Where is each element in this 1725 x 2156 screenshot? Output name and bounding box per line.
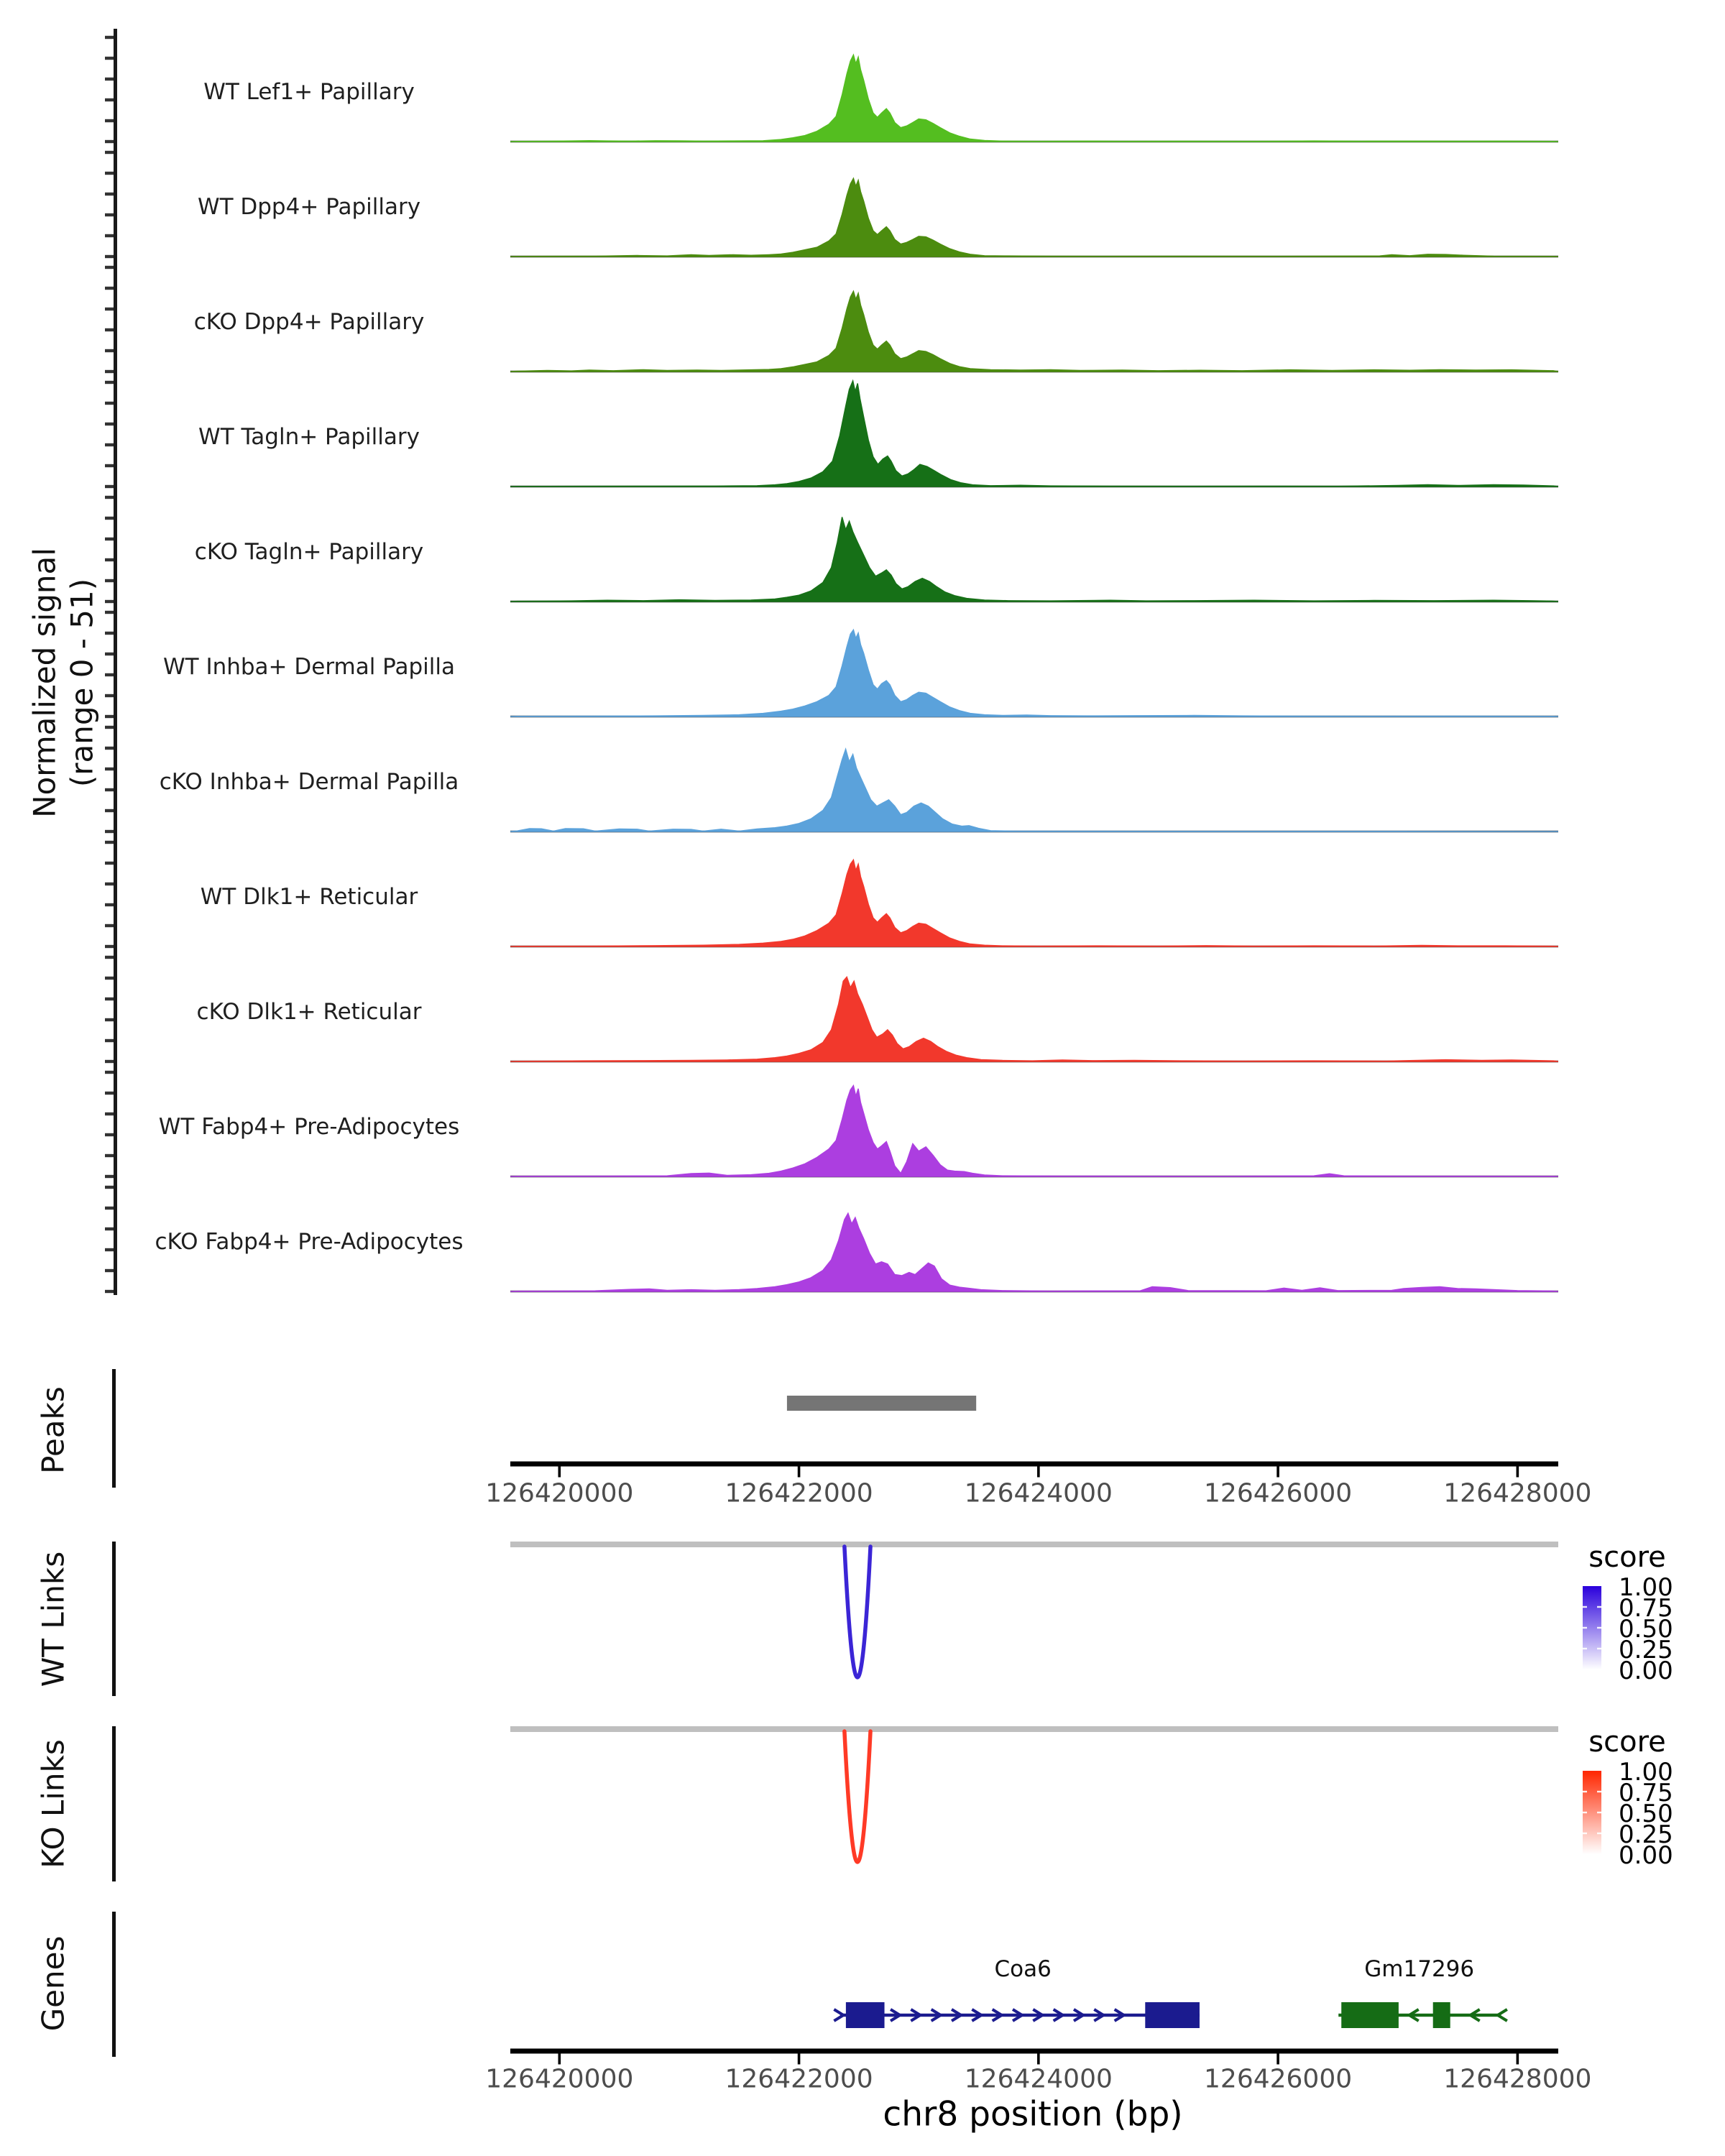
axis-tick: [798, 2054, 801, 2065]
axis-tick-label: 126420000: [485, 2064, 634, 2094]
ruler-tick: [105, 328, 114, 331]
ruler-tick: [105, 538, 114, 540]
gene-chevron: [834, 2009, 843, 2021]
ruler-tick: [105, 1290, 114, 1293]
ruler-tick: [105, 1071, 114, 1074]
legend-bar-tick: [1583, 1606, 1587, 1608]
ruler-tick: [105, 443, 114, 446]
ruler-tick: [105, 1060, 114, 1063]
ruler-tick: [105, 809, 114, 812]
ruler-tick: [105, 266, 114, 269]
axis-tick-label: 126428000: [1443, 1478, 1592, 1508]
legend-bar-tick: [1597, 1648, 1601, 1649]
links-baseline: [510, 1726, 1558, 1732]
ruler-tick: [105, 1154, 114, 1157]
ruler-tick: [105, 464, 114, 467]
signal-y-axis-ruler: [114, 29, 117, 1295]
signal-area: [510, 1213, 1558, 1291]
ruler-tick: [105, 558, 114, 561]
axis-tick: [798, 1467, 801, 1478]
signal-area: [510, 178, 1558, 257]
ruler-tick: [105, 98, 114, 101]
ruler-tick: [105, 830, 114, 833]
track-label: cKO Fabp4+ Pre-Adipocytes: [155, 1229, 464, 1255]
sidebar-line: [112, 1542, 116, 1696]
ruler-tick: [105, 600, 114, 603]
link-arc: [845, 1547, 870, 1677]
ruler-tick: [105, 370, 114, 373]
ruler-tick: [105, 1269, 114, 1272]
sidebar-label-peaks: Peaks: [35, 1386, 71, 1474]
ruler-tick: [105, 517, 114, 520]
ruler-tick: [105, 423, 114, 425]
axis-tick-label: 126426000: [1204, 2064, 1353, 2094]
ruler-tick: [105, 862, 114, 865]
legend-tick-label: 0.00: [1619, 1657, 1673, 1685]
ruler-tick: [105, 1133, 114, 1136]
track-label: cKO Inhba+ Dermal Papilla: [159, 769, 459, 795]
y-axis-title-line2: (range 0 - 51): [64, 578, 100, 788]
legend-bar-tick: [1583, 1648, 1587, 1649]
gene-exon: [1341, 2002, 1399, 2028]
sidebar-label-wt-links: WT Links: [35, 1551, 71, 1687]
track-label: cKO Tagln+ Papillary: [194, 539, 424, 565]
track-label: WT Fabp4+ Pre-Adipocytes: [158, 1114, 460, 1140]
ruler-tick: [105, 485, 114, 488]
sidebar-label-ko-links: KO Links: [35, 1739, 71, 1869]
axis-tick: [1037, 2054, 1040, 2065]
ruler-tick: [105, 768, 114, 770]
axis-tick-label: 126420000: [485, 1478, 634, 1508]
legend-bar-tick: [1583, 1812, 1587, 1813]
genome-axis-line: [510, 1462, 1558, 1467]
signal-area: [510, 291, 1558, 372]
axis-tick-label: 126426000: [1204, 1478, 1353, 1508]
ruler-tick: [105, 924, 114, 927]
ruler-tick: [105, 956, 114, 959]
ruler-tick: [105, 653, 114, 655]
ruler-tick: [105, 255, 114, 258]
ruler-tick: [105, 726, 114, 729]
gene-label: Coa6: [994, 1956, 1052, 1982]
ruler-tick: [105, 1227, 114, 1230]
axis-tick: [558, 1467, 561, 1478]
gene-exon: [1145, 2002, 1200, 2028]
axis-tick-label: 126424000: [964, 2064, 1113, 2094]
links-baseline: [510, 1542, 1558, 1547]
legend-tick-label: 0.50: [1619, 1615, 1673, 1644]
ruler-tick: [105, 287, 114, 290]
legend-tick-label: 1.00: [1619, 1573, 1673, 1602]
gene-exon: [846, 2002, 885, 2028]
legend-tick-label: 0.50: [1619, 1800, 1673, 1828]
sidebar-label-genes: Genes: [35, 1935, 71, 2032]
sidebar-line: [112, 1912, 116, 2057]
signal-area: [510, 1086, 1558, 1177]
gene-chevron: [1498, 2009, 1507, 2021]
track-label: WT Lef1+ Papillary: [203, 79, 415, 105]
ruler-tick: [105, 140, 114, 143]
track-label: cKO Dpp4+ Papillary: [193, 309, 425, 335]
ruler-tick: [105, 1018, 114, 1021]
sidebar-line: [112, 1726, 116, 1881]
sidebar-line: [112, 1369, 116, 1488]
axis-tick: [1276, 1467, 1279, 1478]
ruler-tick: [105, 977, 114, 980]
legend-bar-tick: [1597, 1606, 1601, 1608]
ruler-tick: [105, 119, 114, 122]
ruler-tick: [105, 36, 114, 39]
ruler-tick: [105, 788, 114, 791]
signal-area: [510, 860, 1558, 946]
axis-tick-label: 126424000: [964, 1478, 1113, 1508]
legend-bar-tick: [1583, 1791, 1587, 1792]
gene-exon: [1433, 2002, 1450, 2028]
x-axis-title: chr8 position (bp): [883, 2094, 1183, 2134]
legend-bar-tick: [1597, 1791, 1601, 1792]
ruler-tick: [105, 78, 114, 80]
axis-tick: [1037, 1467, 1040, 1478]
ruler-tick: [105, 841, 114, 844]
ruler-tick: [105, 747, 114, 750]
legend-tick-label: 0.25: [1619, 1820, 1673, 1849]
ruler-tick: [105, 611, 114, 614]
ruler-tick: [105, 883, 114, 885]
y-axis-title-line1: Normalized signal: [27, 548, 63, 818]
ruler-tick: [105, 673, 114, 676]
legend-tick-label: 0.00: [1619, 1841, 1673, 1870]
ruler-tick: [105, 308, 114, 310]
axis-tick-label: 126428000: [1443, 2064, 1592, 2094]
ruler-tick: [105, 496, 114, 499]
axis-tick: [1276, 2054, 1279, 2065]
ruler-tick: [105, 903, 114, 906]
ko-links-legend-title: score: [1588, 1726, 1666, 1759]
track-label: WT Dlk1+ Reticular: [200, 884, 418, 910]
ruler-tick: [105, 151, 114, 154]
track-label: WT Dpp4+ Papillary: [197, 194, 421, 220]
ruler-tick: [105, 381, 114, 384]
track-label: cKO Dlk1+ Reticular: [196, 999, 422, 1025]
axis-tick: [1517, 1467, 1519, 1478]
signal-area: [510, 517, 1558, 602]
genome-axis-line: [510, 2049, 1558, 2054]
legend-tick-label: 0.25: [1619, 1636, 1673, 1664]
signal-area: [510, 749, 1558, 831]
ruler-tick: [105, 1207, 114, 1210]
ruler-tick: [105, 1039, 114, 1042]
axis-tick-label: 126422000: [724, 2064, 873, 2094]
ruler-tick: [105, 715, 114, 718]
axis-tick-label: 126422000: [724, 1478, 873, 1508]
peak-bar: [787, 1396, 976, 1411]
link-arc: [845, 1731, 870, 1862]
ruler-tick: [105, 349, 114, 352]
ruler-tick: [105, 402, 114, 405]
ruler-tick: [105, 1175, 114, 1178]
ruler-tick: [105, 945, 114, 948]
track-label: WT Tagln+ Papillary: [198, 424, 420, 450]
ruler-tick: [105, 213, 114, 216]
ruler-tick: [105, 998, 114, 1000]
signal-area: [510, 977, 1558, 1061]
ruler-tick: [105, 1092, 114, 1095]
ruler-tick: [105, 193, 114, 195]
signal-area: [510, 630, 1558, 717]
signal-area: [510, 55, 1558, 142]
legend-bar-tick: [1583, 1627, 1587, 1628]
ruler-tick: [105, 234, 114, 237]
wt-links-legend-title: score: [1588, 1541, 1666, 1574]
ruler-tick: [105, 1248, 114, 1251]
legend-tick-label: 0.75: [1619, 1779, 1673, 1807]
legend-bar-tick: [1583, 1833, 1587, 1834]
gene-label: Gm17296: [1364, 1956, 1475, 1982]
track-label: WT Inhba+ Dermal Papilla: [163, 654, 455, 680]
legend-tick-label: 0.75: [1619, 1594, 1673, 1623]
legend-tick-label: 1.00: [1619, 1758, 1673, 1787]
signal-area: [510, 381, 1558, 487]
legend-bar-tick: [1597, 1833, 1601, 1834]
ruler-tick: [105, 632, 114, 635]
ruler-tick: [105, 1186, 114, 1189]
legend-bar-tick: [1597, 1627, 1601, 1628]
axis-tick: [1517, 2054, 1519, 2065]
ruler-tick: [105, 579, 114, 582]
axis-tick: [558, 2054, 561, 2065]
legend-bar-tick: [1597, 1812, 1601, 1813]
ruler-tick: [105, 694, 114, 697]
ruler-tick: [105, 1112, 114, 1115]
ruler-tick: [105, 57, 114, 60]
ruler-tick: [105, 172, 114, 175]
